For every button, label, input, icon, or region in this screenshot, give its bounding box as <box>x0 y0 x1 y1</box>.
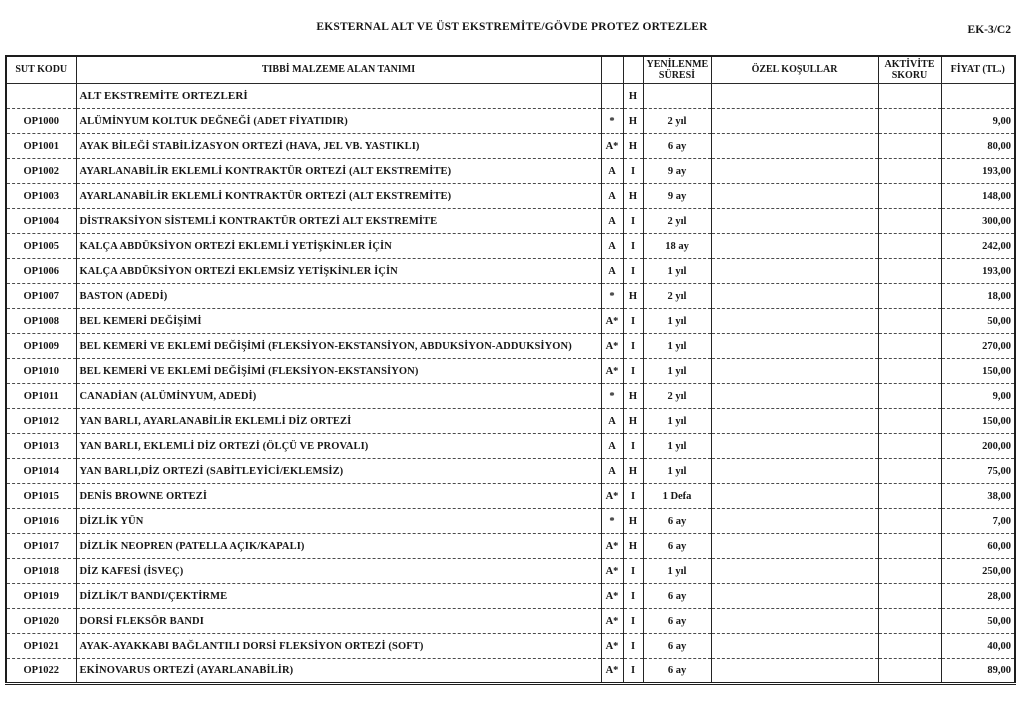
cell-sut-kodu: OP1020 <box>6 609 76 634</box>
col-header-fiyat: FİYAT (TL.) <box>941 56 1015 84</box>
cell-tanim: CANADİAN (ALÜMİNYUM, ADEDİ) <box>76 384 601 409</box>
cell-flag1: * <box>601 109 623 134</box>
cell-flag2: I <box>623 234 643 259</box>
cell-sut-kodu: OP1004 <box>6 209 76 234</box>
cell-sut-kodu: OP1001 <box>6 134 76 159</box>
cell-yenilenme-suresi: 1 yıl <box>643 334 711 359</box>
cell-yenilenme-suresi: 18 ay <box>643 234 711 259</box>
table-row <box>6 384 1015 409</box>
cell-sut-kodu: OP1015 <box>6 484 76 509</box>
cell-tanim: DİZLİK/T BANDI/ÇEKTİRME <box>76 584 601 609</box>
cell-ozel-kosullar <box>711 159 878 184</box>
cell-tanim: AYARLANABİLİR EKLEMLİ KONTRAKTÜR ORTEZİ (ALT EKSTREMİTE) <box>76 159 601 184</box>
table-row <box>6 584 1015 609</box>
cell-ozel-kosullar <box>711 259 878 284</box>
cell-yenilenme-suresi: 9 ay <box>643 184 711 209</box>
table-row <box>6 134 1015 159</box>
cell-flag2: H <box>623 409 643 434</box>
cell-aktivite-skoru <box>878 434 941 459</box>
cell-flag1: * <box>601 284 623 309</box>
cell-flag2: H <box>623 134 643 159</box>
cell-aktivite-skoru <box>878 659 941 684</box>
cell-ozel-kosullar <box>711 434 878 459</box>
cell-ozel-kosullar <box>711 359 878 384</box>
cell-yenilenme-suresi: 9 ay <box>643 159 711 184</box>
cell-flag1: A <box>601 184 623 209</box>
col-header-aktivite-skoru: AKTİVİTE SKORU <box>878 56 941 84</box>
cell-sut-kodu: OP1017 <box>6 534 76 559</box>
cell-flag1: A <box>601 434 623 459</box>
cell-sut-kodu: OP1012 <box>6 409 76 434</box>
col-header-sut-kodu: SUT KODU <box>6 56 76 84</box>
cell-fiyat: 300,00 <box>941 209 1015 234</box>
table-row <box>6 109 1015 134</box>
table-row <box>6 209 1015 234</box>
cell-sut-kodu: OP1005 <box>6 234 76 259</box>
cell-tanim: DİZLİK YÜN <box>76 509 601 534</box>
cell-ozel-kosullar <box>711 634 878 659</box>
cell-yenilenme-suresi: 6 ay <box>643 609 711 634</box>
cell-sut-kodu: OP1003 <box>6 184 76 209</box>
cell-sut-kodu: OP1019 <box>6 584 76 609</box>
cell-fiyat: 150,00 <box>941 409 1015 434</box>
cell-flag2: I <box>623 259 643 284</box>
cell-flag1: A* <box>601 334 623 359</box>
cell-ozel-kosullar <box>711 134 878 159</box>
cell-yenilenme-suresi: 6 ay <box>643 134 711 159</box>
cell-ozel-kosullar <box>711 484 878 509</box>
cell-fiyat: 89,00 <box>941 659 1015 684</box>
table-row <box>6 609 1015 634</box>
cell-yenilenme-suresi: 1 yıl <box>643 409 711 434</box>
cell-yenilenme-suresi: 1 Defa <box>643 484 711 509</box>
table-row <box>6 559 1015 584</box>
cell-yenilenme-suresi: 6 ay <box>643 634 711 659</box>
cell-tanim: DİZ KAFESİ (İSVEÇ) <box>76 559 601 584</box>
cell-tanim: ALT EKSTREMİTE ORTEZLERİ <box>76 84 601 109</box>
cell-tanim: ALÜMİNYUM KOLTUK DEĞNEĞİ (ADET FİYATIDIR) <box>76 109 601 134</box>
cell-aktivite-skoru <box>878 484 941 509</box>
cell-fiyat: 148,00 <box>941 184 1015 209</box>
cell-flag2: H <box>623 184 643 209</box>
cell-yenilenme-suresi <box>643 84 711 109</box>
price-table <box>5 55 1016 685</box>
cell-tanim: KALÇA ABDÜKSİYON ORTEZİ EKLEMSİZ YETİŞKİNLER İÇİN <box>76 259 601 284</box>
cell-flag2: I <box>623 634 643 659</box>
cell-tanim: DİSTRAKSİYON SİSTEMLİ KONTRAKTÜR ORTEZİ ALT EKSTREMİTE <box>76 209 601 234</box>
cell-fiyat: 9,00 <box>941 109 1015 134</box>
cell-aktivite-skoru <box>878 84 941 109</box>
cell-sut-kodu: OP1021 <box>6 634 76 659</box>
cell-yenilenme-suresi: 1 yıl <box>643 309 711 334</box>
cell-aktivite-skoru <box>878 309 941 334</box>
cell-flag1: A* <box>601 134 623 159</box>
cell-aktivite-skoru <box>878 459 941 484</box>
cell-flag2: H <box>623 84 643 109</box>
annex-code: EK-3/C2 <box>967 24 1011 36</box>
cell-aktivite-skoru <box>878 209 941 234</box>
table-row <box>6 159 1015 184</box>
cell-fiyat: 80,00 <box>941 134 1015 159</box>
cell-aktivite-skoru <box>878 409 941 434</box>
cell-aktivite-skoru <box>878 159 941 184</box>
cell-fiyat: 193,00 <box>941 259 1015 284</box>
table-row <box>6 409 1015 434</box>
table-row <box>6 659 1015 684</box>
cell-ozel-kosullar <box>711 234 878 259</box>
cell-fiyat: 50,00 <box>941 609 1015 634</box>
cell-ozel-kosullar <box>711 609 878 634</box>
cell-aktivite-skoru <box>878 259 941 284</box>
cell-ozel-kosullar <box>711 659 878 684</box>
table-row <box>6 259 1015 284</box>
cell-flag2: I <box>623 209 643 234</box>
col-header-yenilenme-suresi: YENİLENME SÜRESİ <box>643 56 711 84</box>
cell-aktivite-skoru <box>878 559 941 584</box>
table-row <box>6 534 1015 559</box>
cell-tanim: AYARLANABİLİR EKLEMLİ KONTRAKTÜR ORTEZİ (ALT EKSTREMİTE) <box>76 184 601 209</box>
cell-yenilenme-suresi: 1 yıl <box>643 434 711 459</box>
cell-aktivite-skoru <box>878 634 941 659</box>
table-header-row <box>6 56 1015 84</box>
cell-flag1: A* <box>601 309 623 334</box>
col-header-ozel-kosullar: ÖZEL KOŞULLAR <box>711 56 878 84</box>
cell-ozel-kosullar <box>711 334 878 359</box>
cell-fiyat: 270,00 <box>941 334 1015 359</box>
cell-flag1: A <box>601 409 623 434</box>
cell-flag1: A <box>601 259 623 284</box>
cell-yenilenme-suresi: 6 ay <box>643 509 711 534</box>
cell-flag1 <box>601 84 623 109</box>
cell-sut-kodu: OP1006 <box>6 259 76 284</box>
cell-fiyat: 60,00 <box>941 534 1015 559</box>
cell-flag2: I <box>623 359 643 384</box>
cell-flag1: A* <box>601 659 623 684</box>
cell-fiyat: 50,00 <box>941 309 1015 334</box>
table-row <box>6 459 1015 484</box>
cell-flag1: * <box>601 384 623 409</box>
cell-fiyat: 40,00 <box>941 634 1015 659</box>
cell-flag1: A <box>601 159 623 184</box>
cell-fiyat: 200,00 <box>941 434 1015 459</box>
cell-flag2: H <box>623 534 643 559</box>
cell-tanim: AYAK BİLEĞİ STABİLİZASYON ORTEZİ (HAVA, JEL VB. YASTIKLI) <box>76 134 601 159</box>
cell-fiyat: 38,00 <box>941 484 1015 509</box>
cell-flag1: * <box>601 509 623 534</box>
cell-aktivite-skoru <box>878 609 941 634</box>
cell-sut-kodu: OP1002 <box>6 159 76 184</box>
cell-aktivite-skoru <box>878 334 941 359</box>
cell-sut-kodu: OP1016 <box>6 509 76 534</box>
cell-flag2: H <box>623 459 643 484</box>
cell-yenilenme-suresi: 1 yıl <box>643 259 711 284</box>
col-header-tanim: TIBBİ MALZEME ALAN TANIMI <box>76 56 601 84</box>
cell-tanim: YAN BARLI,DİZ ORTEZİ (SABİTLEYİCİ/EKLEMSİZ) <box>76 459 601 484</box>
cell-aktivite-skoru <box>878 584 941 609</box>
cell-flag2: I <box>623 434 643 459</box>
cell-flag2: I <box>623 334 643 359</box>
cell-flag1: A* <box>601 609 623 634</box>
cell-tanim: BEL KEMERİ VE EKLEMİ DEĞİŞİMİ (FLEKSİYON-EKSTANSİYON, ABDUKSİYON-ADDUKSİYON) <box>76 334 601 359</box>
cell-fiyat: 242,00 <box>941 234 1015 259</box>
cell-tanim: EKİNOVARUS ORTEZİ (AYARLANABİLİR) <box>76 659 601 684</box>
cell-sut-kodu: OP1011 <box>6 384 76 409</box>
cell-tanim: BASTON (ADEDİ) <box>76 284 601 309</box>
cell-yenilenme-suresi: 6 ay <box>643 659 711 684</box>
cell-flag1: A <box>601 209 623 234</box>
table-row <box>6 309 1015 334</box>
cell-yenilenme-suresi: 6 ay <box>643 534 711 559</box>
cell-aktivite-skoru <box>878 234 941 259</box>
table-row <box>6 334 1015 359</box>
cell-sut-kodu: OP1008 <box>6 309 76 334</box>
cell-tanim: DİZLİK NEOPREN (PATELLA AÇIK/KAPALI) <box>76 534 601 559</box>
cell-flag2: I <box>623 159 643 184</box>
cell-yenilenme-suresi: 6 ay <box>643 584 711 609</box>
cell-flag1: A* <box>601 634 623 659</box>
cell-aktivite-skoru <box>878 534 941 559</box>
cell-flag2: I <box>623 609 643 634</box>
cell-fiyat: 150,00 <box>941 359 1015 384</box>
cell-ozel-kosullar <box>711 534 878 559</box>
cell-flag2: H <box>623 384 643 409</box>
cell-aktivite-skoru <box>878 509 941 534</box>
table-row <box>6 284 1015 309</box>
cell-fiyat: 9,00 <box>941 384 1015 409</box>
cell-tanim: KALÇA ABDÜKSİYON ORTEZİ EKLEMLİ YETİŞKİNLER İÇİN <box>76 234 601 259</box>
table-row <box>6 234 1015 259</box>
cell-aktivite-skoru <box>878 109 941 134</box>
cell-flag2: H <box>623 109 643 134</box>
cell-flag2: I <box>623 484 643 509</box>
cell-yenilenme-suresi: 2 yıl <box>643 209 711 234</box>
cell-yenilenme-suresi: 1 yıl <box>643 359 711 384</box>
cell-ozel-kosullar <box>711 384 878 409</box>
cell-tanim: YAN BARLI, AYARLANABİLİR EKLEMLİ DİZ ORTEZİ <box>76 409 601 434</box>
cell-tanim: DORSİ FLEKSÖR BANDI <box>76 609 601 634</box>
section-row <box>6 84 1015 109</box>
cell-ozel-kosullar <box>711 309 878 334</box>
table-row <box>6 484 1015 509</box>
cell-sut-kodu <box>6 84 76 109</box>
cell-tanim: BEL KEMERİ VE EKLEMİ DEĞİŞİMİ (FLEKSİYON-EKSTANSİYON) <box>76 359 601 384</box>
cell-flag2: I <box>623 309 643 334</box>
cell-aktivite-skoru <box>878 384 941 409</box>
cell-flag1: A* <box>601 359 623 384</box>
table-row <box>6 434 1015 459</box>
document-header <box>0 0 1024 37</box>
cell-fiyat: 28,00 <box>941 584 1015 609</box>
cell-flag2: H <box>623 509 643 534</box>
col-header-flag1 <box>601 56 623 84</box>
cell-flag2: H <box>623 284 643 309</box>
cell-ozel-kosullar <box>711 509 878 534</box>
cell-flag2: I <box>623 584 643 609</box>
col-header-flag2 <box>623 56 643 84</box>
cell-yenilenme-suresi: 2 yıl <box>643 384 711 409</box>
cell-sut-kodu: OP1009 <box>6 334 76 359</box>
cell-flag1: A* <box>601 534 623 559</box>
table-row <box>6 509 1015 534</box>
cell-ozel-kosullar <box>711 559 878 584</box>
cell-fiyat: 18,00 <box>941 284 1015 309</box>
cell-flag1: A* <box>601 559 623 584</box>
cell-aktivite-skoru <box>878 184 941 209</box>
cell-sut-kodu: OP1010 <box>6 359 76 384</box>
cell-fiyat: 75,00 <box>941 459 1015 484</box>
cell-flag2: I <box>623 559 643 584</box>
cell-flag2: I <box>623 659 643 684</box>
cell-tanim: YAN BARLI, EKLEMLİ DİZ ORTEZİ (ÖLÇÜ VE PROVALI) <box>76 434 601 459</box>
cell-flag1: A* <box>601 584 623 609</box>
cell-sut-kodu: OP1014 <box>6 459 76 484</box>
cell-aktivite-skoru <box>878 134 941 159</box>
cell-yenilenme-suresi: 2 yıl <box>643 284 711 309</box>
cell-tanim: BEL KEMERİ DEĞİŞİMİ <box>76 309 601 334</box>
cell-flag1: A <box>601 234 623 259</box>
table-row <box>6 359 1015 384</box>
cell-ozel-kosullar <box>711 84 878 109</box>
cell-fiyat: 250,00 <box>941 559 1015 584</box>
cell-ozel-kosullar <box>711 109 878 134</box>
cell-ozel-kosullar <box>711 409 878 434</box>
cell-aktivite-skoru <box>878 284 941 309</box>
cell-sut-kodu: OP1013 <box>6 434 76 459</box>
cell-fiyat: 193,00 <box>941 159 1015 184</box>
cell-ozel-kosullar <box>711 209 878 234</box>
cell-yenilenme-suresi: 1 yıl <box>643 459 711 484</box>
cell-yenilenme-suresi: 1 yıl <box>643 559 711 584</box>
cell-sut-kodu: OP1007 <box>6 284 76 309</box>
cell-tanim: AYAK-AYAKKABI BAĞLANTILI DORSİ FLEKSİYON ORTEZİ (SOFT) <box>76 634 601 659</box>
cell-flag1: A <box>601 459 623 484</box>
page-title: EKSTERNAL ALT VE ÜST EKSTREMİTE/GÖVDE PROTEZ ORTEZLER <box>316 21 708 33</box>
cell-ozel-kosullar <box>711 459 878 484</box>
cell-fiyat: 7,00 <box>941 509 1015 534</box>
cell-ozel-kosullar <box>711 184 878 209</box>
table-row <box>6 184 1015 209</box>
cell-ozel-kosullar <box>711 584 878 609</box>
cell-sut-kodu: OP1022 <box>6 659 76 684</box>
cell-aktivite-skoru <box>878 359 941 384</box>
table-row <box>6 634 1015 659</box>
cell-ozel-kosullar <box>711 284 878 309</box>
cell-flag1: A* <box>601 484 623 509</box>
cell-yenilenme-suresi: 2 yıl <box>643 109 711 134</box>
cell-tanim: DENİS BROWNE ORTEZİ <box>76 484 601 509</box>
cell-fiyat <box>941 84 1015 109</box>
cell-sut-kodu: OP1018 <box>6 559 76 584</box>
cell-sut-kodu: OP1000 <box>6 109 76 134</box>
